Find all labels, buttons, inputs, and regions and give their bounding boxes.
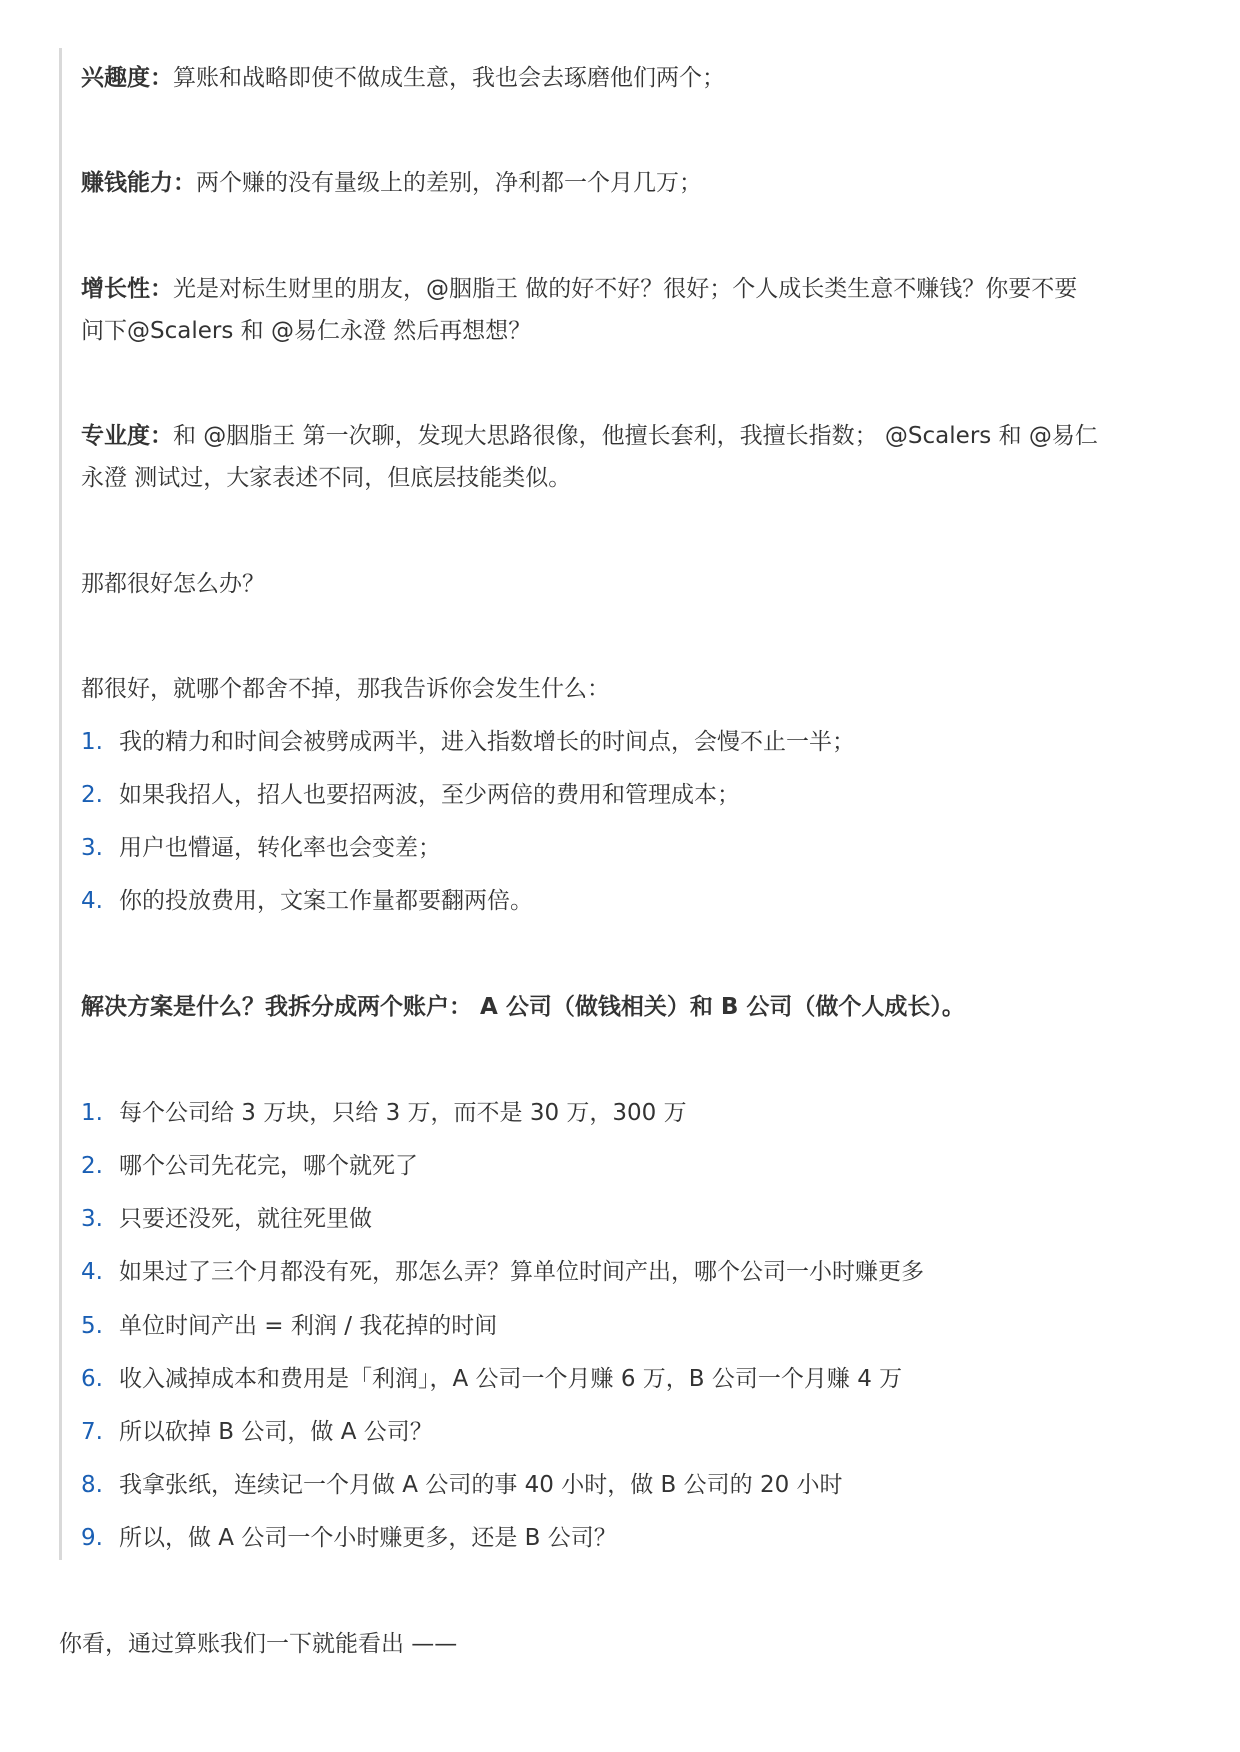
list-item xyxy=(81,1146,418,1186)
interest-label: 兴趣度： xyxy=(81,65,173,91)
question-text: 那都很好怎么办？ xyxy=(81,571,265,597)
blockquote-border xyxy=(59,48,62,1560)
expertise-label: 专业度： xyxy=(81,423,173,449)
list-number: 2. xyxy=(81,1153,103,1179)
list-item xyxy=(81,1306,497,1346)
list-item xyxy=(81,881,533,921)
list-item xyxy=(81,722,855,762)
list-text: 我拿张纸，连续记一个月做 A 公司的事 40 小时，做 B 公司的 20 小时 xyxy=(119,1472,843,1498)
list-number: 1. xyxy=(81,729,103,755)
list-text: 用户也懵逼，转化率也会变差； xyxy=(119,835,441,861)
money-text: 两个赚的没有量级上的差别，净利都一个月几万； xyxy=(196,170,702,196)
list-number: 1. xyxy=(81,1100,103,1126)
list-number: 4. xyxy=(81,888,103,914)
list-item xyxy=(81,1093,687,1133)
money-paragraph xyxy=(81,163,702,203)
list-text: 所以，做 A 公司一个小时赚更多，还是 B 公司？ xyxy=(119,1525,617,1551)
list-number: 5. xyxy=(81,1313,103,1339)
list-text: 如果过了三个月都没有死，那怎么弄？算单位时间产出，哪个公司一小时赚更多 xyxy=(119,1259,924,1285)
expertise-paragraph-line1 xyxy=(81,416,1098,456)
list-number: 3. xyxy=(81,1206,103,1232)
list-item xyxy=(81,1252,924,1292)
expertise-text-2: 永澄 测试过，大家表述不同，但底层技能类似。 xyxy=(81,465,572,491)
list-text: 每个公司给 3 万块，只给 3 万，而不是 30 万，300 万 xyxy=(119,1100,687,1126)
list-text: 哪个公司先花完，哪个就死了 xyxy=(119,1153,418,1179)
growth-text-1: 光是对标生财里的朋友，@胭脂王 做的好不好？很好；个人成长类生意不赚钱？你要不要 xyxy=(173,276,1078,302)
intro-paragraph xyxy=(81,669,610,709)
expertise-paragraph-line2 xyxy=(81,458,571,498)
list-number: 4. xyxy=(81,1259,103,1285)
closing-text: 你看，通过算账我们一下就能看出 —— xyxy=(59,1631,458,1657)
solution-text: 解决方案是什么？我拆分成两个账户： A 公司（做钱相关）和 B 公司（做个人成长）。 xyxy=(81,994,965,1020)
growth-label: 增长性： xyxy=(81,276,173,302)
interest-text: 算账和战略即使不做成生意，我也会去琢磨他们两个； xyxy=(173,65,725,91)
list-item xyxy=(81,775,740,815)
list-item xyxy=(81,828,441,868)
list-number: 2. xyxy=(81,782,103,808)
list-text: 所以砍掉 B 公司，做 A 公司？ xyxy=(119,1419,433,1445)
list-text: 收入减掉成本和费用是「利润」，A 公司一个月赚 6 万，B 公司一个月赚 4 万 xyxy=(119,1366,903,1392)
money-label: 赚钱能力： xyxy=(81,170,196,196)
growth-paragraph-line2 xyxy=(81,311,531,351)
list-number: 3. xyxy=(81,835,103,861)
list-item xyxy=(81,1518,617,1558)
solution-paragraph xyxy=(81,987,965,1027)
list-text: 只要还没死，就往死里做 xyxy=(119,1206,372,1232)
list-text: 单位时间产出 = 利润 / 我花掉的时间 xyxy=(119,1313,498,1339)
question-paragraph xyxy=(81,564,265,604)
list-text: 你的投放费用，文案工作量都要翻两倍。 xyxy=(119,888,533,914)
list-item xyxy=(81,1465,843,1505)
list-text: 如果我招人，招人也要招两波，至少两倍的费用和管理成本； xyxy=(119,782,740,808)
list-number: 8. xyxy=(81,1472,103,1498)
list-item xyxy=(81,1412,433,1452)
list-text: 我的精力和时间会被劈成两半，进入指数增长的时间点，会慢不止一半； xyxy=(119,729,855,755)
closing-paragraph xyxy=(59,1624,457,1664)
intro-text: 都很好，就哪个都舍不掉，那我告诉你会发生什么： xyxy=(81,676,610,702)
list-number: 7. xyxy=(81,1419,103,1445)
list-number: 9. xyxy=(81,1525,103,1551)
expertise-text-1: 和 @胭脂王 第一次聊，发现大思路很像，他擅长套利，我擅长指数； @Scalers 和 @易仁 xyxy=(173,423,1098,449)
growth-paragraph-line1 xyxy=(81,269,1077,309)
interest-paragraph xyxy=(81,58,725,98)
list-item xyxy=(81,1199,372,1239)
growth-text-2: 问下@Scalers 和 @易仁永澄 然后再想想？ xyxy=(81,318,532,344)
list-item xyxy=(81,1359,902,1399)
list-number: 6. xyxy=(81,1366,103,1392)
